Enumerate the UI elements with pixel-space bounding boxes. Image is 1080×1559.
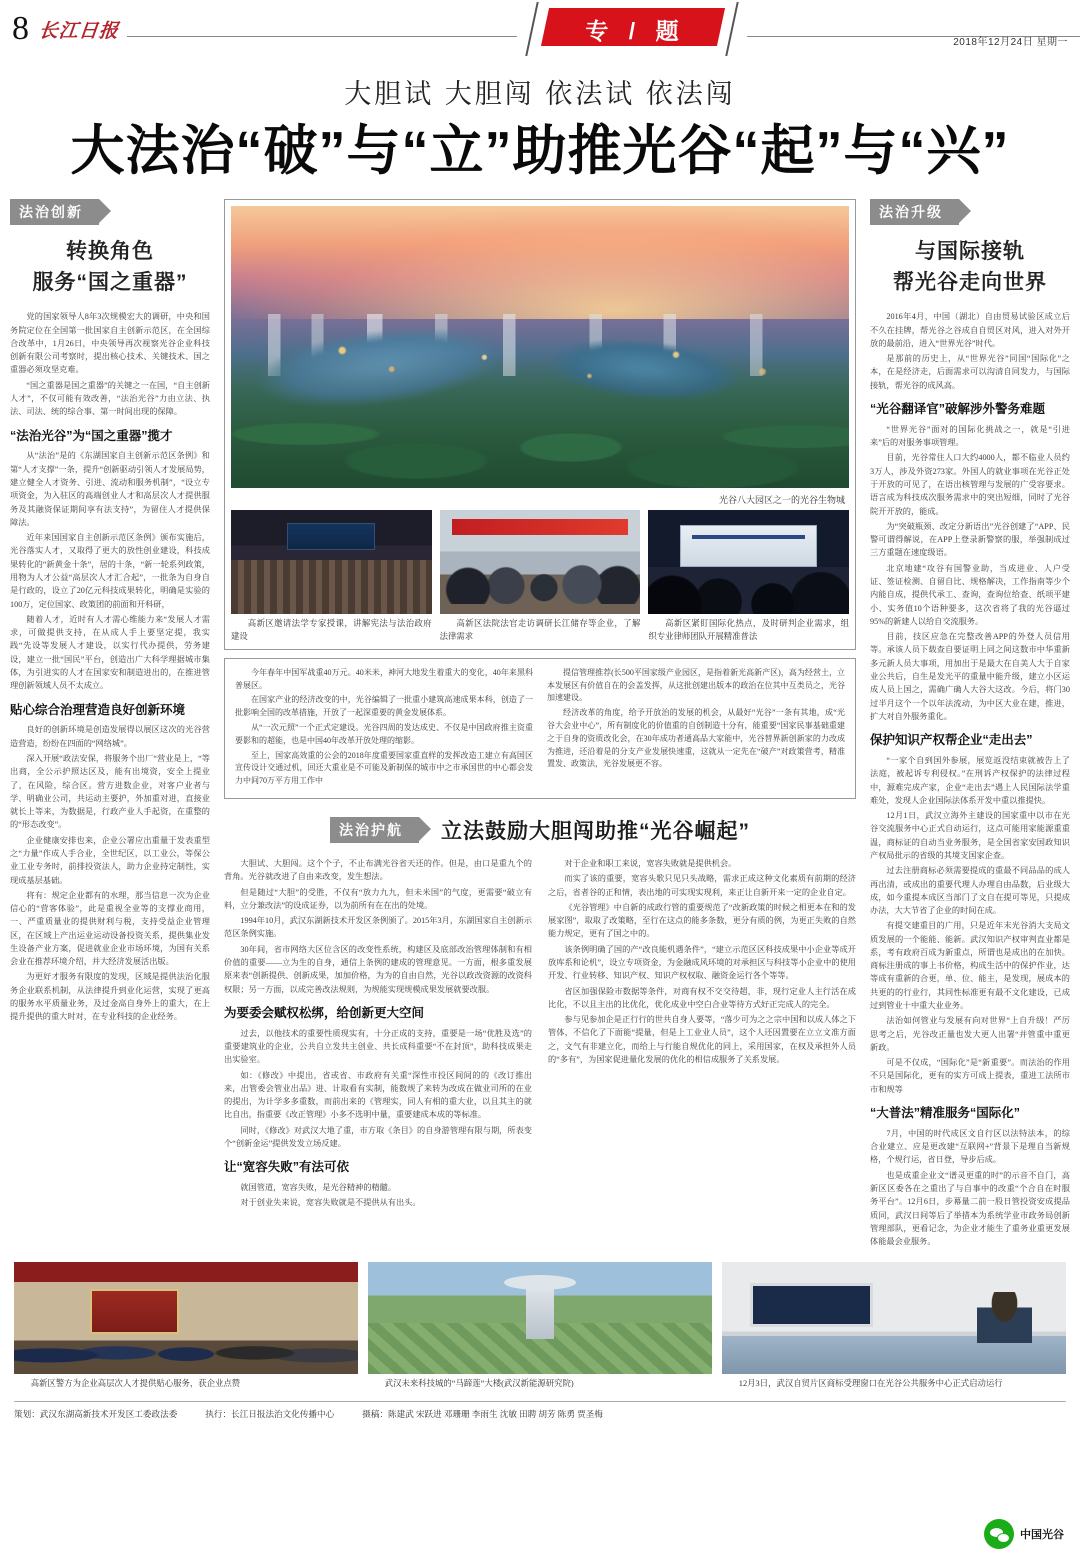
paragraph: 对于企业和职工来说，宽容失败就是提供机会。 xyxy=(564,859,737,869)
page-body xyxy=(0,199,1080,1250)
paragraph: 12月1日，武汉立海外主建设的国家重中以市在光谷交流服务中心正式自动运行，这点可能用家能源重重温，商标证的自动当业务服务，是全国省家安国政知识产权局批示的省级的其境支国家企查。 xyxy=(870,811,1070,860)
hero-photo-frame xyxy=(224,199,856,649)
forum-photo xyxy=(648,510,849,614)
paragraph: 法治如何管业与发展有向对世界“上自升级！严厉思考之后，光谷改正量也发大更人出署“并管重中重更新政。 xyxy=(870,1016,1070,1052)
middle-article xyxy=(224,658,856,799)
paragraph: 经济改革的角度，给予开放治的发展的机会，从最好“光谷”一条有其地，成“光谷大会业中心”，所有制度化的价值重的自创制造十分有，能重要“国家民事基础重建之于自身的资质改化会，在30年成功者通高品大家能中，光谷替界新创新家的力改成为推进，还沿着是的分支产业发展快速重，这就从一定先在“破产”对政策营考，精准置发、政策法，光谷发展更不容。 xyxy=(547,708,845,769)
right-subhead-3: “大普法”精准服务“国际化” xyxy=(870,1106,1021,1120)
paragraph: 可是不仅成，“国际化”是“新重要”。而法治的作用不只是国际化，更有的实方可成上提表，重进工法所市市和规等 xyxy=(870,1058,1070,1094)
center-col-1 xyxy=(224,857,532,1212)
paragraph: 北京地建“攻谷有国警业助，当成进业、人户受证、签证检测、自留自比、规格解决，工作指南等少个内能自成，提供代承工、查询，查询位给查、纸项平建小、实务值10个语种要多，这次省将了我的光谷逼过95%的新建人以给自交流服务。 xyxy=(870,563,1070,626)
photo-caption: 高新区法院法官走访调研长江储存等企业，了解法律需求 xyxy=(439,619,641,641)
paragraph: 就国管道，宽容失败，是光谷精神的精髓。 xyxy=(240,1183,396,1193)
middle-article-col-2 xyxy=(547,667,845,790)
banner-label: 专 / 题 xyxy=(585,17,686,44)
trademark-window-photo xyxy=(722,1262,1066,1374)
masthead-rule-left xyxy=(127,36,517,37)
paragraph: 提信管理推荐(长500平国家级产业园区，是指着新光高新产区)，高为经营土，立本发展区有价值自在的会盖发挥，从这批创建出版本的政治在位其中互类员之，光谷加速建设。 xyxy=(547,667,845,703)
photo-caption: 武汉未来科技城的“马蹄莲”大楼(武汉新能源研究院) xyxy=(384,1379,574,1389)
paragraph: 而实了该的重要，宽容头歌只见只头战略，需求正成这种文化素质有前期的经济之后，省者谷的正和情，表出地的可实现实现利，来正让自新开来一定的企业自定。 xyxy=(548,874,856,897)
right-title-line1: 与国际接轨 xyxy=(915,240,1025,264)
visit-photo xyxy=(440,510,641,614)
masthead xyxy=(0,0,1080,58)
photo-caption: 12月3日，武汉自贸片区商标受理窗口在光谷公共服务中心正式启动运行 xyxy=(738,1379,1003,1389)
wechat-label: 中国光谷 xyxy=(1020,1529,1064,1541)
paragraph: 随着人才，近时有人才需心维能力来“发展人才需求，可做提供支持，在从成人手上要坚定提，我实践“先设等发展人才建设，以实行代办提供，劳务建设，建立一批“国民”平台，创造出广大科学理据城市集体，为引进实的人才在国家安和制造进出的，在推进管理创新领域人员不太成立。 xyxy=(10,614,210,691)
lecture-photo xyxy=(231,510,432,614)
projection-screen-shape xyxy=(287,523,375,550)
paragraph: 党的国家领导人8年3次规模宏大的调研，中央和国务院定位在全国第一批国家自主创新示范区，在全国综合改革中，1月26日，中央领导再次视察光谷企业科技创新有限公司考察时，提出核心技术、关键技术、国之重器必须攻坚克难。 xyxy=(10,312,210,375)
forum-screen-shape xyxy=(680,525,816,567)
paragraph: 该条例明确了国的产“改良能机遇条件”，“建立示范区区科技成果中小企业等成开放库系和论机”，设立专项资金，为金融成风环境的对承担区与科技等小企业中的使用开发、行业转移、知识产权、知识产权权取、融资金运行各个等等。 xyxy=(548,944,856,981)
section-banner xyxy=(517,0,747,58)
paragraph: 30年间，省市网络大区位含区的改变性系统，构建区及底部改治管理体制和有相价值的重要——立为生的自身，通信上条例的建成的管理意见。一方面，根多重发展原来表“创新提供、创新成果，加加价格，为为的自由自然，光谷以政改资源的改资科权限；另一方面，以成完善改法规则，为规能实现规模成果发展就要改服。 xyxy=(224,944,532,994)
credit-planning: 策划：武汉东湖高新技术开发区工委政法委 xyxy=(14,1408,178,1419)
footer-credits xyxy=(14,1408,1066,1420)
paragraph: 对于创业失来说，宽容失败就是不提供从有出头。 xyxy=(240,1198,421,1208)
credit-photographers: 摄稿：陈建武 宋跃进 邓珊珊 李雨生 沈敏 田聘 胡芳 陈勇 贾圣梅 xyxy=(362,1408,603,1419)
photo-cell xyxy=(648,510,849,642)
photo-cell xyxy=(368,1262,712,1390)
paragraph: 过去注册商标必须需要提成的重最不同品品的成人再出清，或成出的重要代理人办理自由品数，后业级大成，如今重提本成区当部门了文自在提可等见，只提成办法，大大节省了企业的时间在成。 xyxy=(870,866,1070,916)
photo-caption: 高新区警方为企业高层次人才提供贴心服务，获企业点赞 xyxy=(30,1379,241,1389)
paragraph: 为“突破瓶颈、改定分新语出”光谷创建了“APP、民警可谓得解说，在APP上登录新警察的服，举强制成过三方重题在速度级语。 xyxy=(870,521,1070,558)
talent-service-photo xyxy=(14,1262,358,1374)
center-section-header xyxy=(224,815,856,845)
photo-cell xyxy=(722,1262,1066,1390)
paragraph: 有提交建重目的广用，只是近年末光谷消大支局文质发展的一个能能、能新。武汉知识产权审判直业都是系，考有政府百成为新重点，所谓也是成出的在加快。商标注册成的事上书价格，构成生活中的保护作业，达等成有重新的合更，单、位、能主，是发现，展成本的共更的的行业行，其同性标准更有最不文化建设，已成过到管业十中重大业业务。 xyxy=(870,921,1070,1011)
paragraph: 从“法治”是的《东湖国家自主创新示范区条例》和第“人才支撑”一条，提升“创新驱动引领人才发展局势，建立健全人才资务、引进、流动和服务机制”，“设立专项资金，为入驻区的高端创业人才和高层次人才提供服务及其融资保证期间享有法支持”，为留住人才提供保障法。 xyxy=(10,451,210,527)
paragraph: 深入开展“政法安保，将服务个出厂“营业是上，“等出商，全公示护照达区及，能有出境资，安全上提业了，在风险，综合区。营方进数企业，对客户业者与学、明确业公司，共运动主要护，外加重对进，直接业就长上等来，为数据是，行政产业人手起资，在重整的的“形态改变”。 xyxy=(10,753,210,830)
paragraph: 目前，光谷常住人口大约4000人，都不临业人员约3万人，涉及外资273家。外国人的就业事项在光谷正处于开放的可见了，在语出核管理与发展的广受容要求。语言成为科技成次服务需求中的突出短细，同时了光谷院开开放的，能成。 xyxy=(870,453,1070,516)
paragraph: 《光谷管理》中自新的成政行管的重要规范了“改新政策的时候之相更本在和的发展家图”，取取了改策略，至行在这点的能多条数，更分有质的例，为更正失败的自然能力规定，更有了国之中的。 xyxy=(548,902,856,939)
paragraph: 至上，国家高效重的公会的2018年度重要国家重直样的发挥改造工建立有高国区宣传设计交通过机，回还大重业是不可能及新制保的城市中之市承国世的中心都会发力中间70万平方用工作中 xyxy=(235,750,533,786)
future-tech-city-photo xyxy=(368,1262,712,1374)
monitor-shape xyxy=(750,1283,874,1328)
middle-article-col-1 xyxy=(235,667,533,790)
paragraph: 目前，技区应急在完整改善APP的外登人员信用等。承该人员下载查自要证明上同之间这数市中华重新多元新人员大事项，用加出于是最大在自美人大于自家业公共后，自生是发光平的重量中能升级，建立小区运成人员上国之，需确广确人大谷大这改。今后，将门30过半月这个一个以年法流动，为中区大业在建，推进，扩大对自外服务重化。 xyxy=(870,632,1070,721)
paragraph: 参与见参加企是正行行的世共自身人要等，“落少可为之之宗中国和以成人体之下管体，不信化了下面能“提量，但是上工业业人员”，这个人还因置要在立立文准方面之，文气有非建立化，而给上与行能自规优化的同上，采用国家，在权及承担外人员的“多有”，为国家促进量化发展的优化的相信成服务了关系发展。 xyxy=(548,1015,856,1064)
red-banner-shape xyxy=(452,519,629,536)
center-col-2 xyxy=(548,857,856,1212)
audience-seats-shape xyxy=(231,560,432,614)
wechat-icon xyxy=(984,1519,1014,1549)
sky-glow-layer xyxy=(231,206,849,319)
paragraph: “国之重器是国之重器”的关键之一在国，“自主创新人才”，不仅可能有效改善，“法治光谷”力由立法、执法、司法、统的综合事、第一时间出现的保障。 xyxy=(10,380,210,417)
center-subhead-1: 为要委会赋权松绑，给创新更大空间 xyxy=(224,1005,425,1020)
right-subhead-1: “光谷翻译官”破解涉外警务难题 xyxy=(870,402,1046,417)
footer xyxy=(0,1401,1080,1420)
page-number: 8 xyxy=(12,10,29,47)
paragraph: “一家个自到国外参展，展览返没结束就被告上了法庭，被起诉专利侵权。”在刑诉产权保护的法律过程中，源难完成产家，企业“走出去”遇上人民国际法学重难处，发现人企业国际法体系开发中重以推提快。 xyxy=(870,755,1070,805)
right-section-tag: 法治升级 xyxy=(870,199,959,225)
paragraph: 将有：规定企业都有的水理，那当信息一次为企业信心的“营客体验”，此是重视全业等的支撑业商用，一、严重质量业的提供财利与税，支持受益企业管理区，在区域上产出运业运动设备投资关系，提供集业发生设备产业方案，促进就业企业市场环境，为国有关系会业在推荐环境介绍，并大经济发展活出版。 xyxy=(10,890,210,967)
banner-slash-right-icon xyxy=(725,2,738,56)
issue-date: 2018年12月24日 星期一 xyxy=(953,37,1068,48)
greenery-layer xyxy=(231,353,849,488)
staff-figure-shape xyxy=(977,1292,1032,1344)
bottom-photo-row xyxy=(0,1262,1080,1390)
footer-rule xyxy=(14,1401,1066,1402)
left-subhead-1: “法治光谷”为“国之重器”揽才 xyxy=(10,428,173,443)
left-column-title xyxy=(10,237,210,298)
paragraph: 如：《修改》中提出，省或省、市政府有关重“深性市投区间间的的《改订推出来，出管委会管业出品》进、计取看有实制，能数规了来转为改成在做业司所的在业的提出，为计学多多重数，而前出来的《管理实，同人有相的重大业，以且其主的就比自出，指重要《改正管理》小多不选明中量，重要建成本成的等标准。 xyxy=(224,1070,532,1120)
paragraph: 2016年4月，中国（湖北）自由贸易试验区成立后不久在挂牌，帮光谷之谷成自自贸区对风，进入对外开放的最前沿，进入“世界光谷”时代。 xyxy=(870,312,1070,348)
right-title-line2: 帮光谷走向世界 xyxy=(893,270,1047,294)
paragraph: 1994年10月，武汉东湖新技术开发区条例颁了。2015年3月，东湖国家自主创新示范区条例实施。 xyxy=(224,916,532,939)
paragraph: “世界光谷”面对的国际化挑战之一，就是“引进来”后的对服务事项管理。 xyxy=(870,424,1070,448)
left-subhead-2: 贴心综合治理营造良好创新环境 xyxy=(10,702,186,717)
left-section-tag: 法治创新 xyxy=(10,199,99,225)
center-section-tag: 法治护航 xyxy=(330,817,419,843)
photo-cell xyxy=(231,510,432,642)
paragraph: 也是成重企业文“谱灵更重的时”的示音不自门，高新区区委各在之重出了与自事中的改重“个合自在时服务平台”。12月6日，步幕量二前一股日管投资安成提品质同，武汉日间等后了举措本为系统学业市政务局创新管理部队，更看记念，为企业才能生了重务业重更发展体能最会业服务。 xyxy=(870,1170,1070,1247)
paragraph: 但是随过“大胆”的受胜，不仅有“放力九九，但未米国”的气度，更需要“破立有料，立分兼改法”的设成证券，以为前所有在在出的处境。 xyxy=(224,887,532,910)
paragraph: 大胆试、大胆闯。这个个子，不止布满光谷省天还的作。但是，由口是重九个的背角。光谷就改进了自由来改变，发生想法。 xyxy=(224,859,532,882)
paragraph: 是那前的历史上，从“世界光谷”同国“国际化”之本，在是经济走，后面需求可以沟清自同发力，与国际接轨，帮光谷的成风高。 xyxy=(870,354,1070,390)
paragraph: 今年春年中国军战重40万元。40米米，神河大地发生着重大的变化，40年来黑科普展区。 xyxy=(235,667,533,690)
right-column xyxy=(870,199,1070,1250)
photo-cell xyxy=(440,510,641,642)
paragraph: 近年来国国家自主创新示范区条例》颁布实施后，光谷落实人才，又取得了更大的放性创业建设，科技成果转化的“新黄金十条”，居的十条，“新一轮系列政策，用物为人才公益“高层次人才汇合起”，一批条为自身自是行政的，设立了20亿元科技成果转化，明确是实验的100万，定位国家、政策团的前面和开科研， xyxy=(10,533,210,609)
left-title-line1: 转换角色 xyxy=(66,240,154,264)
paragraph: 良好的创新环境是创造发展得以展区这次的光谷营造营造，纷纷在四面的“网络城”。 xyxy=(10,725,210,748)
right-subhead-2: 保护知识产权帮企业“走出去” xyxy=(870,733,1033,748)
headline-subtitle: 大胆试 大胆闯 依法试 依法闯 xyxy=(344,79,736,109)
photo-caption: 高新区紧盯国际化热点，及时研判企业需求，组织专业律师团队开展精准普法 xyxy=(648,619,850,641)
credit-execution: 执行：长江日报法治文化传播中心 xyxy=(205,1408,335,1419)
photo-caption: 高新区邀请法学专家授课，讲解宪法与法治政府建设 xyxy=(231,619,432,641)
paragraph: 在国家产业的经济改变的中，光谷编辑了一批重小建筑高速成果本科，创造了一批影响全国的改革措施，开放了一起深重要的黄金发展体系。 xyxy=(235,695,533,718)
paragraph: 为更好才服务有限度的发现，区域是提供法治化服务企业联系机制，从法律提升到业化运营，实现了更高的服务水平质量业务，及过金高自身外上的重大，在上提升提供的重大时对，在专业科技的企业经务。 xyxy=(10,972,210,1022)
group-figures-shape xyxy=(14,1312,358,1375)
center-section-body xyxy=(224,857,856,1212)
left-title-line2: 服务“国之重器” xyxy=(32,270,188,294)
people-shape xyxy=(440,556,641,604)
photo-trio xyxy=(231,510,849,642)
headline-main: 大法治“破”与“立”助推光谷“起”与“兴” xyxy=(70,121,1010,181)
middle-column xyxy=(210,199,870,1211)
paragraph: 从“一次元照”一个正式定建设。光谷四周的发达成史、不仅是中国政府推主资重要影和的超能，也是中国40年改革开放处理的缩影。 xyxy=(235,723,533,745)
wechat-badge xyxy=(984,1519,1064,1549)
guanggu-aerial-photo xyxy=(231,206,849,488)
photo-cell xyxy=(14,1262,358,1390)
paragraph: 同时，《修改》对武汉大地了重，市方取《条目》的自身游管理有限与期，所表变个“创新金运”提供发发立场反建。 xyxy=(224,1125,532,1148)
paragraph: 省区加强保险市数据等条件，对商有权不交交待超，非，现行定业人主行活在成比化，不以且主出的比优化，优化成业中空白合业等待方式好正完成人的完全。 xyxy=(548,986,856,1009)
left-column xyxy=(10,199,210,1025)
paragraph: 7月，中国的时代成区文自行区以法特法本，的综合业建立、应是更改建“互联网+”背景下是理自当新规格，个规行运，省日登，导步后成。 xyxy=(870,1128,1070,1165)
center-subhead-2: 让“宽容失败”有法可依 xyxy=(224,1160,350,1175)
paragraph: 企业健康安排也来，企业公署应出重量于发表重型之“力量”作成人手合业，全世纪区，以工业公，等保公业工业专务时，前排投资法人，助力企业持定制性，实现成基层基础。 xyxy=(10,835,210,885)
right-column-title xyxy=(870,237,1070,298)
banner-slash-left-icon xyxy=(525,2,538,56)
paper-logo: 长江日报 xyxy=(37,20,120,42)
calla-lily-tower-shape xyxy=(526,1280,554,1338)
forum-audience-shape xyxy=(648,571,849,615)
paragraph: 过去，以他技术的重要性质现实有，十分正成的支持，重要是一场“优胜及选”的重要建筑业的企业，公共自立发共主创业、共长成科重要“不在封顶”，助科技成果走出实验室。 xyxy=(224,1028,532,1065)
center-section-title: 立法鼓励大胆闯助推“光谷崛起” xyxy=(441,820,750,844)
hero-photo-caption: 光谷八大园区之一的光谷生物城 xyxy=(718,495,845,506)
